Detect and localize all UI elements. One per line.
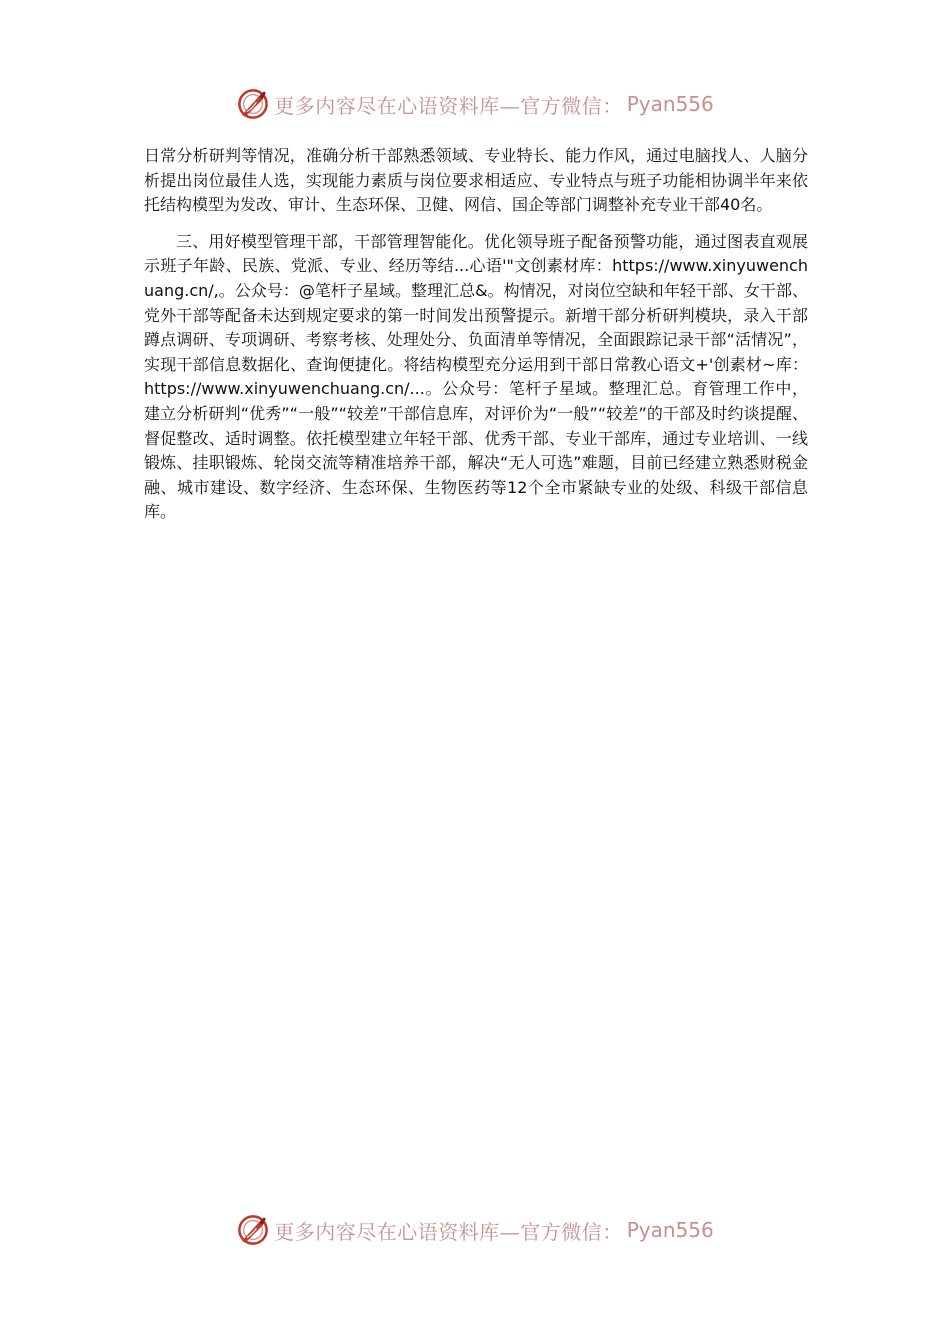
banner-wechat-id: Pyan556 — [626, 92, 714, 116]
footer-banner — [0, 1210, 950, 1250]
banner-text: 更多内容尽在心语资料库—官方微信： — [274, 93, 623, 118]
banner-text: 更多内容尽在心语资料库—官方微信： — [274, 1219, 623, 1244]
pen-nib-logo-icon — [236, 87, 270, 121]
paragraph-2: 三、用好模型管理干部，干部管理智能化。优化领导班子配备预警功能，通过图表直观展示班子年龄、民族、党派、专业、经历等结...心语'"文创素材库：https://www.xinyuwenchuang.cn/,。公众号：@笔杆子星域。整理汇总&。构情况，对岗位空缺和年轻干部、女干部、党外干部等配备未达到规定要求的第一时间发出预警提示。新增干部分析研判模块，录入干部蹲点调研、专项调研、考察考核、处理处分、负面清单等情况，全面跟踪记录干部“活情况”，实现干部信息数据化、查询便捷化。将结构模型充分运用到干部日常教心语文+'创素材~库：https://www.xinyuwenchuang.cn/...。公众号：笔杆子星域。整理汇总。育管理工作中，建立分析研判“优秀”“一般”“较差”干部信息库，对评价为“一般”“较差”的干部及时约谈提醒、督促整改、适时调整。依托模型建立年轻干部、优秀干部、专业干部库，通过专业培训、一线锻炼、挂职锻炼、轮岗交流等精准培养干部，解决“无人可选”难题，目前已经建立熟悉财税金融、城市建设、数字经济、生态环保、生物医药等12个全市紧缺专业的处级、科级干部信息库。 — [144, 231, 808, 522]
paragraph-1: 日常分析研判等情况，准确分析干部熟悉领域、专业特长、能力作风，通过电脑找人、人脑分析提出岗位最佳人选，实现能力素质与岗位要求相适应、专业特点与班子功能相协调半年来依托结构模型为发改、审计、生态环保、卫健、网信、国企等部门调整补充专业干部40名。 — [144, 146, 808, 215]
banner-wechat-id: Pyan556 — [626, 1218, 714, 1242]
document-body — [144, 144, 808, 525]
pen-nib-logo-icon — [236, 1213, 270, 1247]
header-banner — [0, 84, 950, 124]
